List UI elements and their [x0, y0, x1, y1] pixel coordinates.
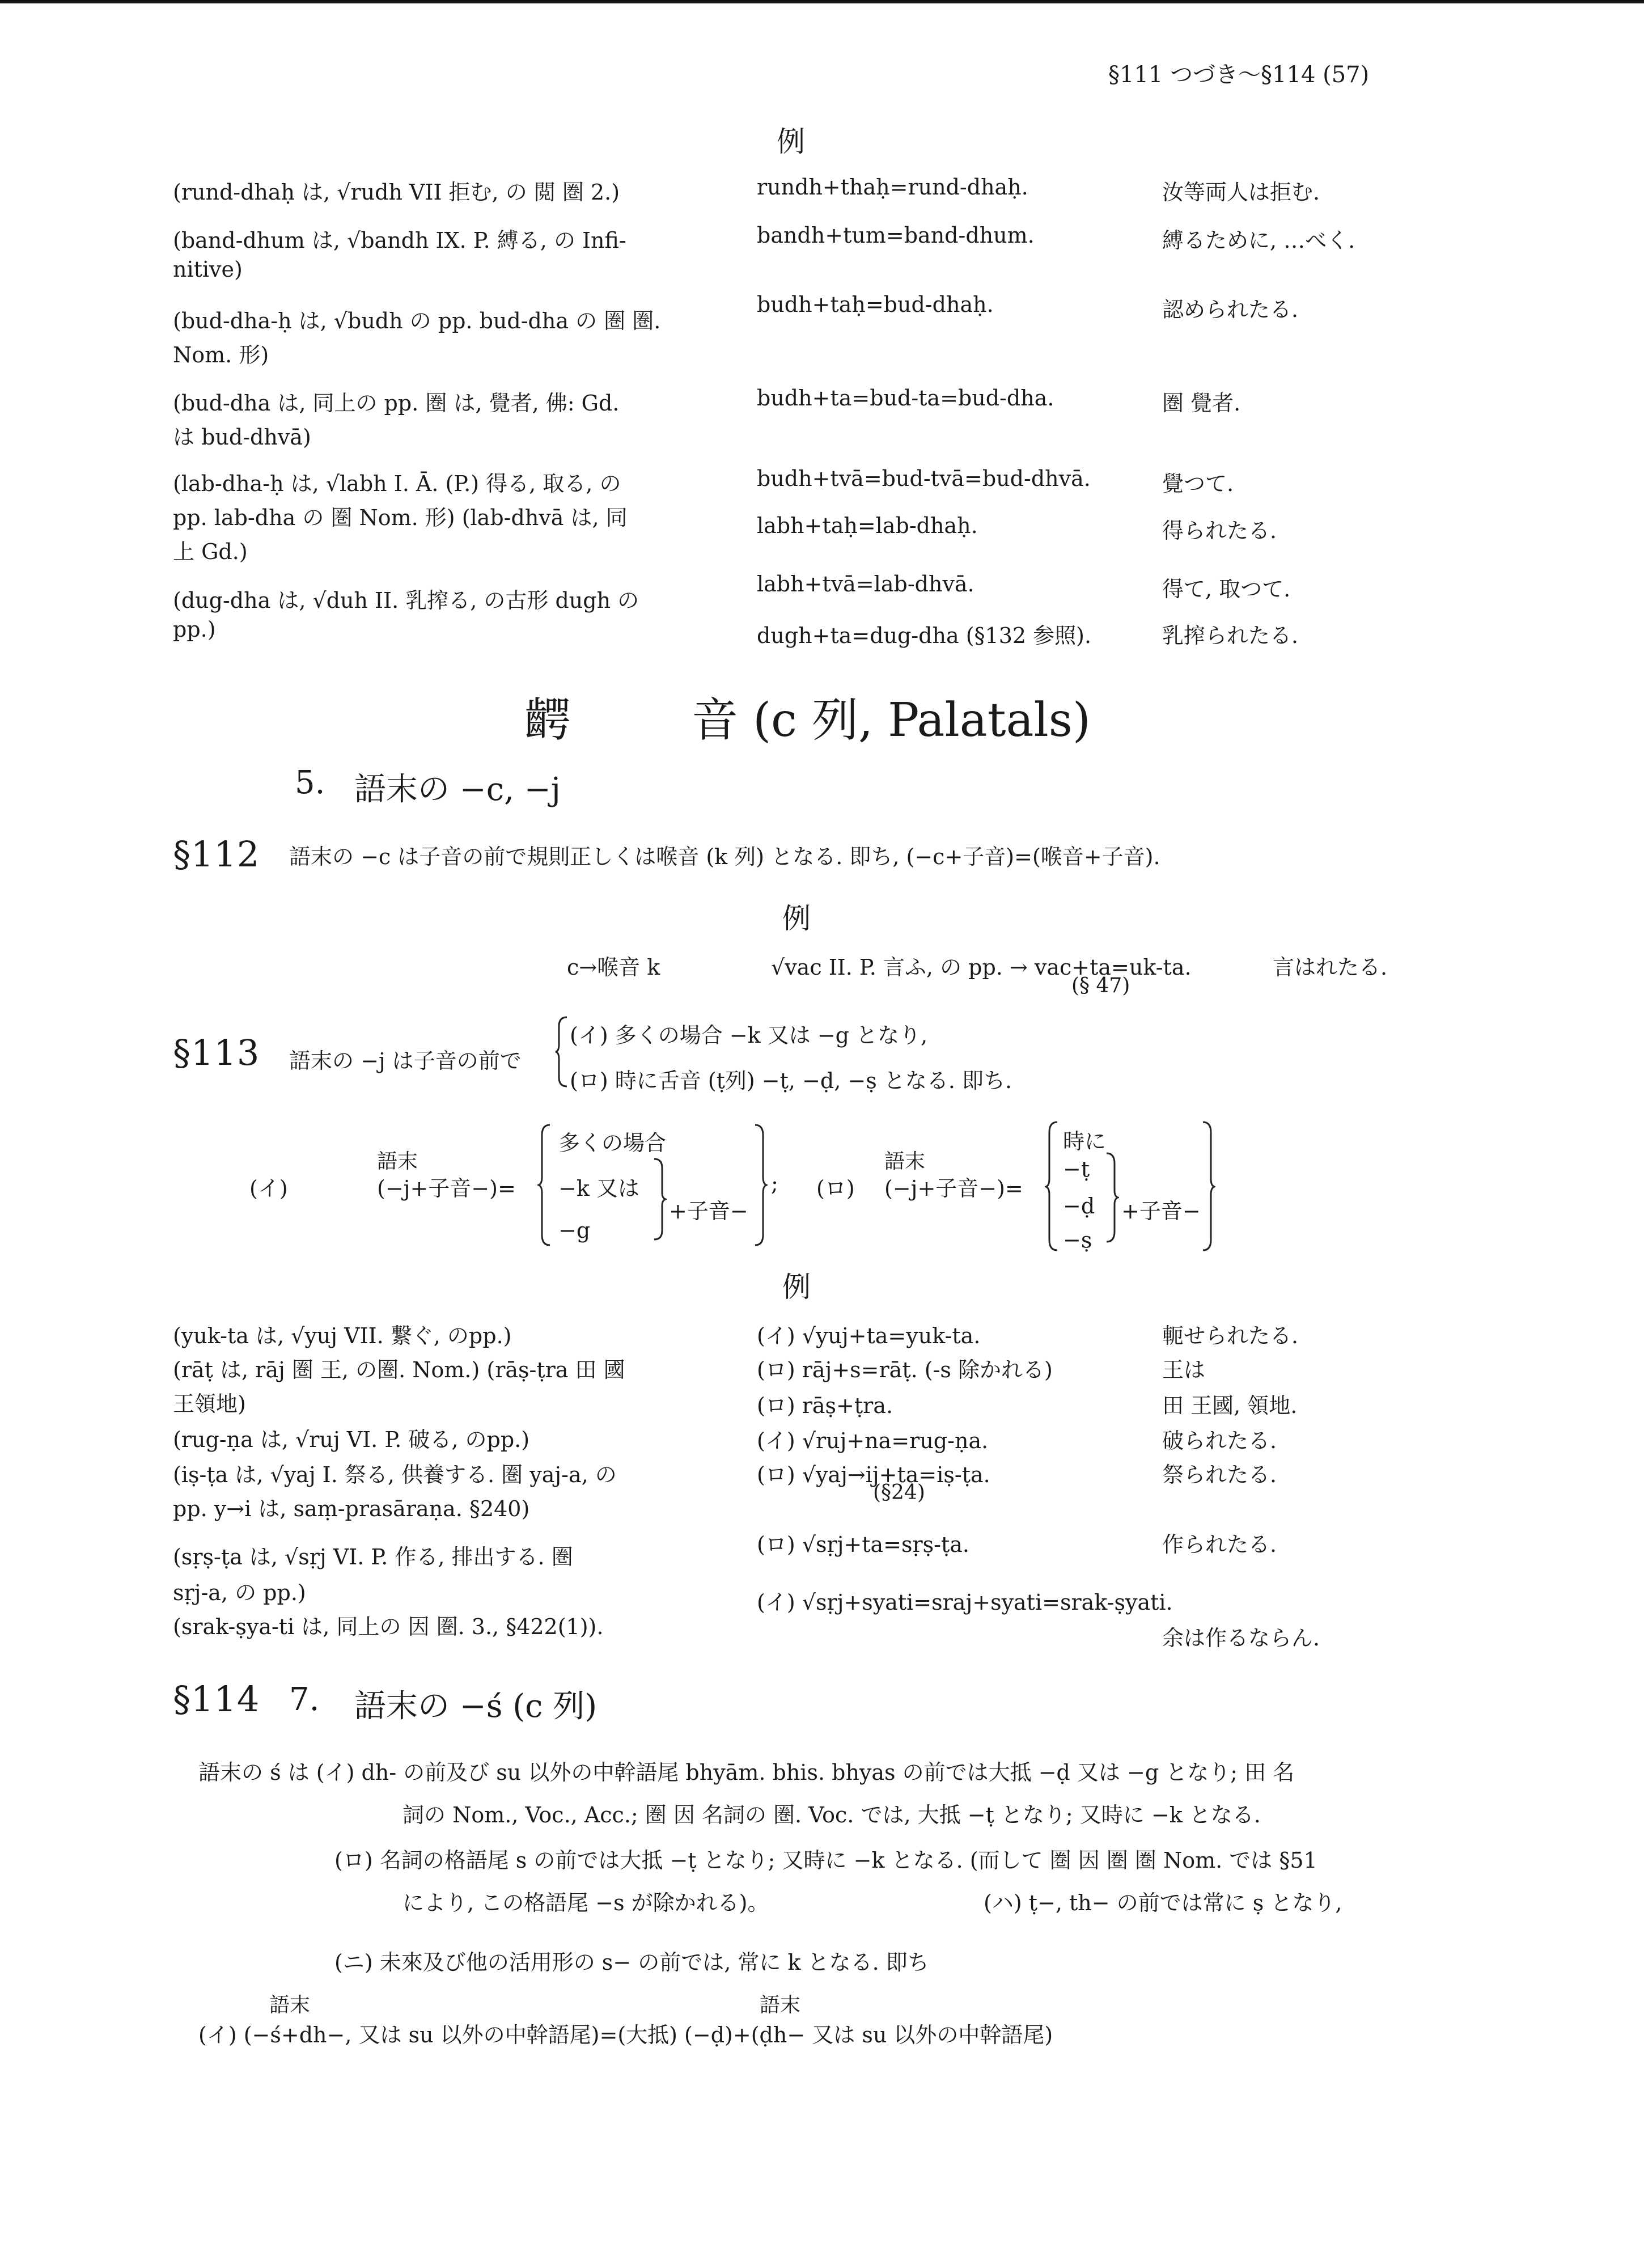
running-head: §111 つづき〜§114 (57) [1108, 62, 1370, 88]
ex1-left-2b: nitive) [173, 257, 243, 282]
example-label: 例 [777, 125, 805, 158]
formula-s: −ṣ [1063, 1228, 1092, 1253]
ex1-right-4: 圏 覺者. [1162, 391, 1241, 416]
ex1-right-6: 得られたる. [1162, 518, 1277, 543]
s114-line-4: により, この格語尾 −s が除かれる)。 [402, 1890, 769, 1915]
s112-example-right: 言はれたる. [1273, 955, 1388, 980]
formula-case-many: 多くの場合 [558, 1131, 667, 1156]
section-114-number: 7. [289, 1681, 320, 1718]
ex2-mid-7: (イ) √sṛj+syati=sraj+syati=srak-ṣyati. [757, 1590, 1173, 1615]
ex2-mid-3: (ロ) rāṣ+ṭra. [757, 1393, 893, 1418]
formula-toki: 時に [1063, 1129, 1107, 1154]
brace-formula-i-left [537, 1123, 552, 1247]
ex1-left-2a: (band-dhum は, √bandh IX. P. 縛る, の Infi- [173, 228, 626, 253]
formula-gomatsu: 語末 [377, 1150, 418, 1173]
ex2-mid-4: (イ) √ruj+na=rug-ṇa. [757, 1428, 989, 1453]
subsection-title: 語末の −c, −j [354, 771, 561, 808]
ex2-left-1: (yuk-ta は, √yuj VII. 繋ぐ, のpp.) [173, 1323, 512, 1348]
s114-formula-gomatsu-1: 語末 [269, 1994, 311, 2017]
ex2-right-7: 余は作るならん. [1162, 1626, 1320, 1651]
section-114-title: 語末の −ś (c 列) [354, 1688, 598, 1725]
ex1-mid-2: bandh+tum=band-dhum. [757, 223, 1035, 248]
ex1-mid-8: dugh+ta=dug-dha (§132 参照). [757, 623, 1092, 648]
formula-gomatsu-2: 語末 [884, 1150, 926, 1173]
ex2-mid-5: (ロ) √yaj→ij+ta=iṣ-ṭa. [757, 1462, 990, 1487]
ex2-left-4: (rug-ṇa は, √ruj VI. P. 破る, のpp.) [173, 1427, 530, 1452]
ex1-mid-6: labh+taḥ=lab-dhaḥ. [757, 513, 978, 538]
section-113-case-i: (イ) 多くの場合 −k 又は −g となり, [570, 1023, 928, 1048]
section-title-kanji: 齶 [524, 693, 571, 747]
ex2-mid-2: (ロ) rāj+s=rāṭ. (-s 除かれる) [757, 1357, 1053, 1382]
ex1-left-6a: (dug-dha は, √duh II. 乳搾る, の古形 dugh の [173, 588, 639, 613]
ex2-left-7: (sṛṣ-ṭa は, √sṛj VI. P. 作る, 排出する. 圏 [173, 1545, 573, 1569]
formula-plus-consonant-2: +子音− [1121, 1199, 1201, 1224]
ex1-mid-3: budh+taḥ=bud-dhaḥ. [757, 292, 994, 317]
brace-formula-ro-inner [1104, 1151, 1119, 1245]
subsection-number: 5. [295, 764, 325, 801]
ex1-right-3: 認められたる. [1162, 297, 1299, 322]
s114-line-2: 詞の Nom., Voc., Acc.; 圏 因 名詞の 圏. Voc. では, 大抵 −ṭ となり; 又時に −k となる. [402, 1802, 1261, 1827]
s114-line-1: 語末の ś は (イ) dh- の前及び su 以外の中幹語尾 bhyām. bhis. bhyas の前では大抵 −ḍ 又は −g となり; 田 名 [198, 1760, 1295, 1785]
ex1-left-5b: pp. lab-dha の 圏 Nom. 形) (lab-dhvā は, 同 [173, 505, 628, 530]
s114-formula: (イ) (−ś+dh−, 又は su 以外の中幹語尾)=(大抵) (−ḍ)+(ḍh− 又は su 以外の中幹語尾) [198, 2022, 1053, 2047]
s112-example-main: √vac II. P. 言ふ, の pp. → vac+ta=uk-ta. [771, 955, 1192, 980]
ex1-right-7: 得て, 取つて. [1162, 577, 1291, 602]
ex2-left-8: sṛj-a, の pp.) [173, 1580, 306, 1605]
section-114-label: §114 [173, 1678, 260, 1720]
brace-formula-i-inner [652, 1157, 667, 1242]
section-112-text: 語末の −c は子音の前で規則正しくは喉音 (k 列) となる. 即ち, (−c+子音)=(喉音+子音). [289, 844, 1160, 869]
brace-formula-ro-left [1045, 1120, 1060, 1253]
formula-d: −ḍ [1063, 1194, 1095, 1218]
ex1-left-3a: (bud-dha-ḥ は, √budh の pp. bud-dha の 圏 圏. [173, 308, 661, 333]
ex1-right-2: 縛るために, …べく. [1162, 228, 1355, 253]
ex1-left-5c: 上 Gd.) [173, 539, 248, 564]
ex2-right-5: 祭られたる. [1162, 1462, 1277, 1487]
s112-example-ref: (§ 47) [1071, 974, 1130, 997]
ex1-left-1a: (rund-dhaḥ は, √rudh VII 拒む, の 閲 圏 2.) [173, 180, 620, 205]
formula-i-label: (イ) [249, 1176, 288, 1201]
ex2-mid-ref: (§24) [873, 1481, 925, 1504]
ex1-mid-1: rundh+thaḥ=rund-dhaḥ. [757, 175, 1028, 200]
section-113-lead: 語末の −j は子音の前で [289, 1048, 522, 1073]
s114-line-6: (ニ) 未來及び他の活用形の s− の前では, 常に k となる. 即ち [334, 1950, 929, 1975]
example-label: 例 [782, 902, 811, 935]
ex1-left-3b: Nom. 形) [173, 342, 269, 367]
ex1-mid-4: budh+ta=bud-ta=bud-dha. [757, 386, 1054, 411]
ex1-left-5a: (lab-dha-ḥ は, √labh I. Ā. (P.) 得る, 取る, の [173, 471, 621, 496]
formula-k: −k 又は [558, 1176, 639, 1201]
formula-lhs: (−j+子音−)= [377, 1176, 516, 1201]
ex1-left-4b: は bud-dhvā) [173, 425, 311, 450]
ex1-mid-7: labh+tvā=lab-dhvā. [757, 572, 974, 596]
brace-formula-ro-right [1201, 1120, 1215, 1253]
ex2-mid-6: (ロ) √sṛj+ta=sṛṣ-ṭa. [757, 1532, 970, 1557]
ex1-left-4a: (bud-dha は, 同上の pp. 圏 は, 覺者, 佛: Gd. [173, 391, 620, 416]
formula-lhs-2: (−j+子音−)= [884, 1176, 1023, 1201]
ex2-right-2: 王は [1162, 1357, 1206, 1382]
ex1-right-5: 覺つて. [1162, 471, 1234, 496]
formula-g: −g [558, 1218, 591, 1243]
formula-ro-label: (ロ) [816, 1176, 855, 1201]
ex2-left-9: (srak-ṣya-ti は, 同上の 因 圏. 3., §422(1)). [173, 1614, 604, 1639]
section-113-case-ro: (ロ) 時に舌音 (ṭ列) −ṭ, −ḍ, −ṣ となる. 即ち. [570, 1068, 1012, 1093]
s114-line-3: (ロ) 名詞の格語尾 s の前では大抵 −ṭ となり; 又時に −k となる. (而して 圏 因 圏 圏 Nom. では §51 [334, 1848, 1317, 1873]
page-top-border [0, 0, 1644, 3]
example-label: 例 [782, 1271, 811, 1304]
section-113-label: §113 [173, 1032, 260, 1073]
ex2-right-1: 軛せられたる. [1162, 1323, 1299, 1348]
formula-semicolon: ; [771, 1171, 778, 1196]
s114-formula-gomatsu-2: 語末 [760, 1994, 801, 2017]
ex2-right-3: 田 王國, 領地. [1162, 1393, 1298, 1418]
formula-plus-consonant: +子音− [669, 1199, 748, 1224]
ex2-left-5: (iṣ-ṭa は, √yaj I. 祭る, 供養する. 圏 yaj-a, の [173, 1462, 617, 1487]
ex2-right-6: 作られたる. [1162, 1532, 1277, 1557]
s112-example-left: c→喉音 k [567, 955, 660, 980]
s114-line-5: (ハ) ṭ−, th− の前では常に ṣ となり, [984, 1890, 1342, 1915]
formula-t: −ṭ [1063, 1157, 1090, 1182]
ex1-left-6b: pp.) [173, 617, 216, 642]
brace-formula-i-right [753, 1123, 768, 1247]
brace-113 [554, 1015, 569, 1089]
ex2-right-4: 破られたる. [1162, 1428, 1277, 1453]
ex1-mid-5: budh+tvā=bud-tvā=bud-dhvā. [757, 466, 1091, 491]
ex1-right-1: 汝等両人は拒む. [1162, 180, 1320, 205]
ex2-left-3: 王領地) [173, 1391, 246, 1416]
ex1-right-8: 乳搾られたる. [1162, 623, 1299, 648]
ex2-left-6: pp. y→i は, saṃ-prasāraṇa. §240) [173, 1496, 530, 1521]
section-title: 音 (c 列, Palatals) [692, 693, 1091, 747]
ex2-mid-1: (イ) √yuj+ta=yuk-ta. [757, 1323, 981, 1348]
section-112-label: §112 [173, 833, 260, 875]
ex2-left-2: (rāṭ は, rāj 圏 王, の圏. Nom.) (rāṣ-ṭra 田 國 [173, 1357, 625, 1382]
